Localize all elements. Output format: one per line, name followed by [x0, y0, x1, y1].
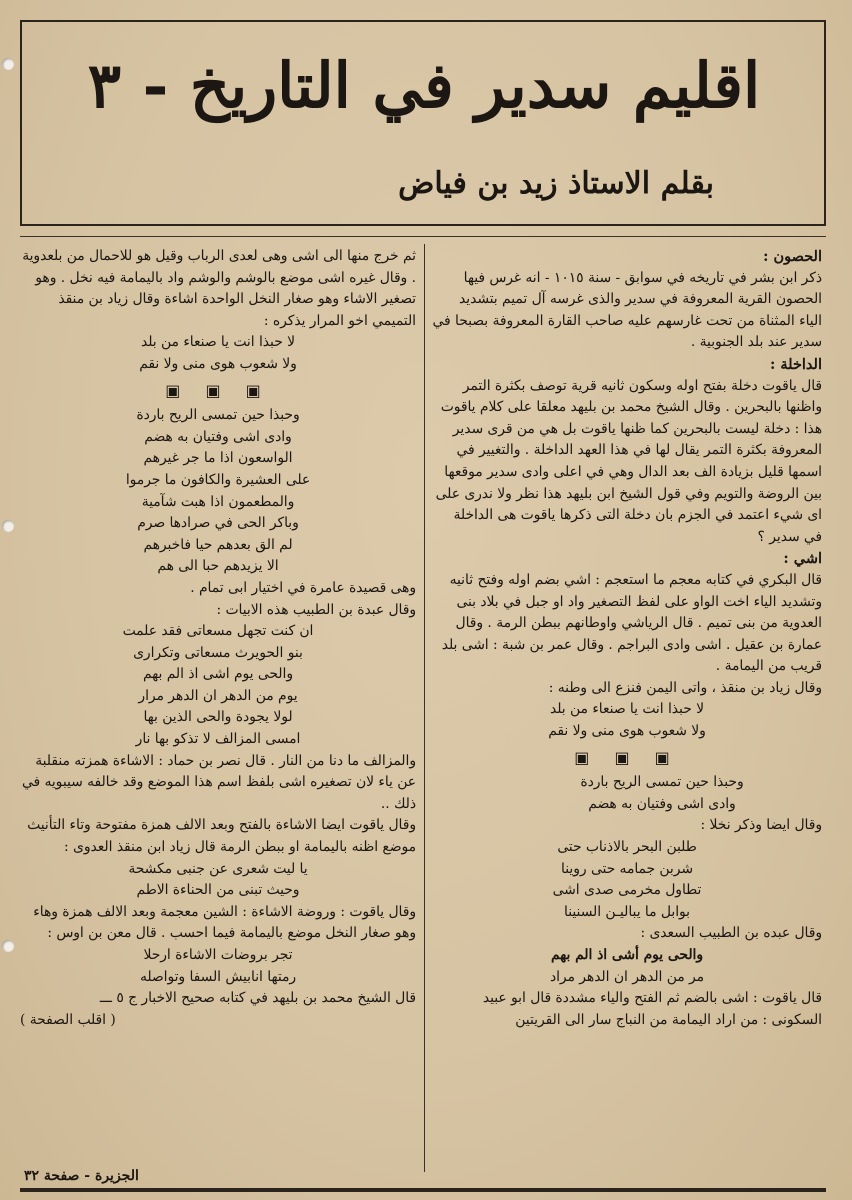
paragraph: قال البكري في كتابه معجم ما استعجم : اشي بضم اوله وفتح ثانيه وتشديد الياء اخت الواو على لفظ التصغير واد او جبل في بلاد بنى العدوية من بنى تميم . قال الرياشي واوطانهم ببطن الرمة . وقال عمارة بن عقيل . اشى وادى البراجم . وقال عمر بن شبة : اشى بلد قريب من اليمامة .	[441, 571, 822, 675]
ornament-separator: ▣ ▣ ▣	[574, 747, 680, 767]
paragraph: قال ياقوت دخلة بفتح اوله وسكون ثانيه قرية توصف بكثرة التمر واظنها بالبحرين . وقال الشيخ محمد بن بليهد معلقا على كلام ياقوت هذا : دخلة ليست بالبحرين كما ظنها ياقوت بل هي من قرى سدير المعروفة بكثرة التمر يقال لها في هذا العهد الداخلة . والتغيير في اسمها قليل بزيادة الف بعد الدال وهي في اعلى وادى سدير موقعها بين الروضة والتويم وفي قول الشيخ ابن بليهد هذا نظر ولا ندرى على اى شيء اعتمد في الجزم بان دخلة التى ذكرها ياقوت هى الداخلة في سدير ؟	[435, 377, 822, 545]
paragraph: وهى قصيدة عامرة في اختيار ابى تمام .	[190, 579, 416, 596]
poem-verse: طلبن البحر بالاذناب حتى	[557, 839, 697, 856]
paragraph: وقال ياقوت ايضا الاشاءة بالفتح وبعد الالف همزة مفتوحة وتاء التأنيث موضع اظنه باليمامة او ببطن الرمة قال زياد ابن منقذ العدوى :	[27, 817, 416, 856]
poem-verse: لا حبذا انت يا صنعاء من بلد	[550, 701, 704, 718]
poem-verse: ان كنت تجهل مسعاتى فقد علمت	[122, 623, 314, 640]
poem-verse: الا يزيدهم حبا الى هم	[157, 558, 279, 575]
paragraph: قال الشيخ محمد بن بليهد في كتابه صحيح الاخبار ج ٥ ـــ	[99, 990, 416, 1007]
article-header	[20, 20, 826, 226]
right-column	[432, 246, 822, 1031]
article-byline: بقلم الاستاذ زيد بن فياض	[398, 166, 714, 201]
punch-hole	[2, 520, 14, 532]
poem-verse: وادى اشى وفتيان به هضم	[144, 428, 292, 445]
left-column	[20, 246, 416, 1031]
paragraph: وقال عبدة بن الطبيب هذه الابيات :	[216, 601, 416, 618]
paragraph: ثم خرج منها الى اشى وهى لعدى الرباب وقيل هو للاحمال من بلعدوية . وقال غيره اشى موضع بالوشم والوشم واد باليمامة فيه نخل . وهو تصغير الاشاء وهو صغار النخل الواحدة اشاءة وقال زياد بن منقذ التميمي اخو المرار يذكره :	[22, 248, 416, 329]
turn-page-note: ( اقلب الصفحة )	[20, 1011, 116, 1028]
poem-verse: وحيث تبنى من الحناءة الاطم	[136, 882, 300, 899]
poem-verse: والحى يوم أشى اذ الم بهم	[550, 947, 704, 963]
poem-verse: لولا يجودة والحى الذين بها	[143, 709, 293, 726]
paragraph: وقال ياقوت : وروضة الاشاءة : الشين معجمة وبعد الالف همزة وهاء وهو صغار النخل موضع باليمامة فيما احسب . قال معن بن اوس :	[33, 903, 416, 942]
poem-verse: وحبذا حين تمسى الريح باردة	[580, 774, 744, 791]
poem-verse: وادى اشى وفتيان به هضم	[588, 795, 736, 812]
poem-verse: شربن جمامه حتى روينا	[561, 860, 693, 877]
poem-verse: لم الق بعدهم حيا فاخبرهم	[143, 536, 293, 553]
poem-verse: امسى المزالف لا تذكو بها نار	[135, 731, 301, 748]
poem-verse: والحى يوم اشى اذ الم بهم	[142, 666, 293, 683]
poem-verse: لا حبذا انت يا صنعاء من بلد	[141, 334, 295, 351]
section-heading: الداخلة :	[769, 355, 822, 373]
poem-verse: يا ليت شعرى عن جنبى مكشحة	[128, 860, 308, 877]
ornament-separator: ▣ ▣ ▣	[165, 380, 271, 400]
poem-verse: ولا شعوب هوى منى ولا نقم	[548, 723, 706, 740]
footer-rule	[20, 1188, 826, 1192]
poem-verse: والمطعمون اذا هبت شآمية	[141, 493, 295, 510]
poem-verse: تجر بروضات الاشاءة ارحلا	[143, 947, 293, 963]
paragraph: قال ياقوت : اشى بالضم ثم الفتح والياء مشددة قال ابو عبيد السكونى : من اراد اليمامة من النباج سار الى القريتين	[482, 990, 822, 1028]
paragraph: وقال ايضا وذكر نخلا :	[700, 817, 822, 834]
section-heading: الحصون :	[763, 248, 822, 265]
poem-verse: وحبذا حين تمسى الريح باردة	[136, 407, 300, 424]
header-rule	[20, 236, 826, 237]
poem-verse: يوم من الدهر ان الدهر مرار	[138, 687, 298, 704]
punch-hole	[2, 940, 14, 952]
poem-verse: ولا شعوب هوى منى ولا نقم	[139, 355, 297, 372]
poem-verse: بوابل ما يباليـن السنينا	[564, 903, 690, 920]
paragraph: والمزالف ما دنا من النار . قال نصر بن حماد : الاشاءة همزته منقلبة عن ياء لان تصغيره اشى بلفظ اسم هذا الموضع وقد خالفه سيبويه في ذلك ..	[21, 752, 416, 812]
poem-verse: بنو الحويرث مسعاتى وتكرارى	[133, 644, 303, 661]
poem-verse: رمتها انابيش السفا وتواصله	[139, 968, 297, 985]
poem-verse: الواسعون اذا ما جر غيرهم	[143, 450, 293, 467]
paragraph: وقال زياد بن منقذ ، واتى اليمن فنزع الى وطنه :	[548, 679, 822, 696]
poem-verse: وباكر الحى في صرادها صرم	[137, 515, 299, 532]
poem-verse: تطاول مخرمى صدى اشى	[552, 882, 702, 899]
poem-verse: مر من الدهر ان الدهر مراد	[549, 968, 705, 985]
page-footer: الجزيرة - صفحة ٣٢	[24, 1168, 139, 1184]
column-divider	[424, 244, 425, 1172]
section-heading: اشي :	[783, 550, 822, 568]
punch-hole	[2, 58, 14, 70]
poem-verse: على العشيرة والكافون ما جرموا	[125, 471, 311, 488]
paragraph: ذكر ابن بشر في تاريخه في سوابق - سنة ١٠١٥ - انه غرس فيها الحصون القرية المعروفة في سدير والذى غرسه آل تميم بتشديد الياء المثناة من تحت غارسهم عليه صاحب القارة المعروفة بصبحا في سدير عند بلد الجنوبية .	[432, 269, 822, 351]
article-title: اقليم سدير في التاريخ - ٣	[87, 49, 761, 122]
paragraph: وقال عبده بن الطبيب السعدى :	[640, 925, 822, 942]
